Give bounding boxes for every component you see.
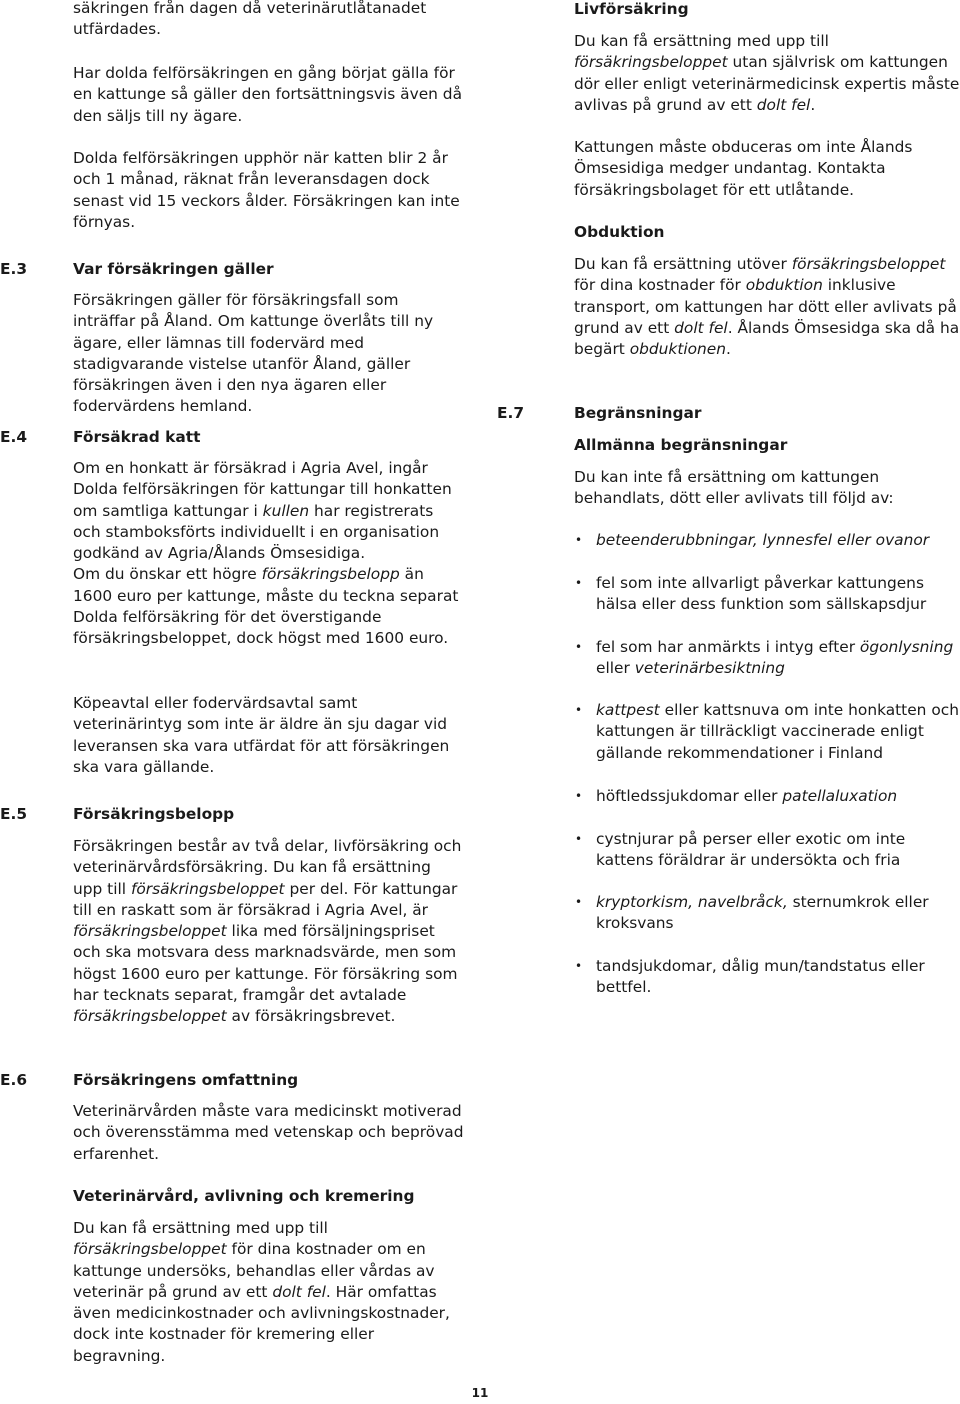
- e6-p2-emphasis-1: försäkringsbeloppet: [73, 1240, 227, 1259]
- e4-paragraph-1: [73, 458, 465, 564]
- e4-p1-text-a: Om en honkatt är försäkrad i Agria Avel, ingår Dolda felförsäkringen för kattungar till honkatten om samtliga kattungar i: [73, 459, 452, 520]
- intro-paragraph-3: Dolda felförsäkringen upphör när katten blir 2 år och 1 månad, räknat från leveransdagen dock senast vid 15 veckors ålder. Försäkringen kan inte förnyas.: [73, 149, 460, 231]
- obd-text-e: .: [726, 340, 731, 359]
- e4-p1-emphasis: kullen: [262, 501, 310, 520]
- section-heading-e4: Försäkrad katt: [73, 428, 201, 446]
- e6-p2-emphasis-2: dolt fel: [272, 1282, 326, 1301]
- e6-p2-text-c: . Här omfattas även medicinkostnader och avlivningskostnader, dock inte kostnader för kremering eller begravning.: [73, 1282, 450, 1365]
- e5-emphasis-3: försäkringsbeloppet: [73, 1007, 227, 1026]
- e5-text-a: Försäkringen består av två delar, livförsäkring och veterinärvårdsförsäkring. Du kan få ersättning upp till: [73, 837, 462, 898]
- list-item: [573, 637, 960, 680]
- e4-p1-text-b: har registrerats och stamboksförts individuellt i en organisation godkänd av Agria/Ålands Ömsesidiga.: [73, 501, 440, 563]
- bullet-4-emphasis: kattpest: [596, 701, 660, 719]
- e6-p2-text-b: för dina kostnader om en kattunge undersöks, behandlas eller vårdas av veterinär på grund av ett: [73, 1240, 435, 1301]
- obd-text-c: inklusive transport, om kattungen har dött eller avlivats på grund av ett: [574, 276, 957, 337]
- section-body-e5: [73, 836, 465, 1028]
- section-heading-e7: Begränsningar: [574, 404, 702, 422]
- bullet-3-emphasis-1: ögonlysning: [859, 638, 954, 656]
- bullet-7-text: sternumkrok eller kroksvans: [596, 893, 929, 933]
- obd-emphasis-4: obduktionen: [629, 340, 727, 359]
- bullet-2-text: fel som inte allvarligt påverkar kattungens hälsa eller dess funktion som sällskapsdjur: [596, 574, 927, 614]
- section-heading-e6: Försäkringens omfattning: [73, 1071, 299, 1089]
- e6-sub-heading: Veterinärvård, avlivning och kremering: [73, 1187, 415, 1205]
- liv-p1-text-c: .: [810, 95, 816, 114]
- bullet-6-text: cystnjurar på perser eller exotic om inte kattens föräldrar är undersökta och fria: [596, 830, 906, 870]
- livforsakring-paragraph-1: [574, 31, 960, 116]
- intro-line-2: utfärdades.: [73, 20, 162, 39]
- list-item: [573, 573, 960, 616]
- bullet-3-text-a: fel som har anmärkts i intyg efter: [596, 638, 860, 656]
- bullet-5-text: höftledssjukdomar eller: [596, 787, 783, 805]
- section-number-e7: E.7: [497, 404, 525, 422]
- liv-p1-text-a: Du kan få ersättning med upp till: [574, 32, 829, 50]
- obd-emphasis-1: försäkringsbeloppet: [791, 255, 946, 273]
- livforsakring-paragraph-2: Kattungen måste obduceras om inte Ålands Ömsesidiga medger undantag. Kontakta försäkringsbolaget för ett utlåtande.: [574, 138, 913, 199]
- section-heading-e3: Var försäkringen gäller: [73, 260, 274, 278]
- e7-intro: Du kan inte få ersättning om kattungen behandlats, dött eller avlivats till följd av:: [574, 468, 894, 508]
- section-body-e3: Försäkringen gäller för försäkringsfall som inträffar på Åland. Om kattunge överlåts till ny ägare, eller lämnas till fodervärd med stadigvarande vistelse utanför Åland, gäller försäkringen även i den nya ägaren eller fodervärdens hemland.: [73, 291, 434, 416]
- section-number-e6: E.6: [0, 1071, 28, 1089]
- e5-emphasis-2: försäkringsbeloppet: [73, 922, 227, 941]
- section-number-e3: E.3: [0, 260, 28, 278]
- livforsakring-heading: Livförsäkring: [574, 0, 689, 18]
- e4-p2-emphasis: försäkringsbelopp: [261, 565, 400, 584]
- obduktion-paragraph: [574, 254, 960, 360]
- e6-paragraph-1: Veterinärvården måste vara medicinskt motiverad och överensstämma med vetenskap och beprövad erfarenhet.: [73, 1102, 464, 1163]
- e4-p2-text-a: Om du önskar ett högre: [73, 565, 262, 584]
- obduktion-heading: Obduktion: [574, 223, 665, 241]
- section-number-e4: E.4: [0, 428, 28, 446]
- e5-text-c: lika med försäljningspriset och ska motsvara dess marknadsvärde, men som högst 1600 euro per kattunge. För försäkring som har tecknats separat, framgår det avtalade: [73, 922, 458, 1005]
- obd-text-a: Du kan få ersättning utöver: [574, 255, 792, 273]
- obd-text-d: . Ålands Ömsesidga ska då ha begärt: [574, 318, 960, 359]
- list-item: [573, 829, 960, 872]
- section-heading-e5: Försäkringsbelopp: [73, 805, 235, 823]
- bullet-7-emphasis: kryptorkism, navelbråck,: [596, 893, 788, 911]
- obd-emphasis-3: dolt fel: [674, 318, 728, 337]
- section-number-e5: E.5: [0, 805, 28, 823]
- list-item: [573, 956, 960, 999]
- list-item: [573, 530, 960, 551]
- e6-paragraph-2: [73, 1218, 465, 1367]
- intro-continued: [73, 0, 465, 41]
- bullet-5-emphasis: patellaluxation: [782, 787, 898, 805]
- intro-paragraph-2: Har dolda felförsäkringen en gång börjat gälla för en kattunge så gäller den fortsättningsvis även då den säljs till ny ägare.: [73, 64, 463, 125]
- list-item: [573, 700, 960, 764]
- e7-sub-heading: Allmänna begränsningar: [574, 436, 788, 454]
- e5-text-b: per del. För kattungar till en raskatt som är försäkrad i Agria Avel, är: [73, 879, 458, 919]
- e4-p2-text-b: än 1600 euro per kattunge, måste du teckna separat Dolda felförsäkring för det överstigande försäkringsbeloppet, dock högst med 1600 euro.: [73, 565, 459, 648]
- section-body-e4: [73, 458, 465, 650]
- bullet-1-text: beteenderubbningar, lynnesfel eller ovanor: [596, 531, 930, 549]
- e5-text-d: av försäkringsbrevet.: [226, 1007, 396, 1026]
- page-number: 11: [471, 1386, 489, 1400]
- liv-p1-emphasis-2: dolt fel: [756, 95, 811, 114]
- bullet-3-text-b: eller: [596, 659, 635, 678]
- e5-emphasis-1: försäkringsbeloppet: [130, 879, 285, 898]
- liv-p1-text-b: utan självrisk om kattungen dör eller enligt veterinärmedicinsk expertis måste avlivas på grund av ett: [574, 53, 960, 114]
- e4-paragraph-2: [73, 564, 465, 649]
- liv-p1-emphasis-1: försäkringsbeloppet: [574, 53, 728, 72]
- obd-emphasis-2: obduktion: [745, 276, 823, 295]
- e6-p2-text-a: Du kan få ersättning med upp till: [73, 1219, 328, 1237]
- intro-line-1: säkringen från dagen då veterinärutlåtanadet: [73, 0, 427, 17]
- bullet-8-text: tandsjukdomar, dålig mun/tandstatus eller bettfel.: [596, 957, 925, 997]
- list-item: [573, 786, 960, 807]
- e4-paragraph-3: Köpeavtal eller fodervärdsavtal samt veterinärintyg som inte är äldre än sju dagar vid leveransen ska vara utfärdat för att försäkringen ska vara gällande.: [73, 694, 450, 776]
- bullet-3-emphasis-2: veterinärbesiktning: [634, 659, 785, 678]
- list-item: [573, 892, 960, 935]
- bullet-4-text: eller kattsnuva om inte honkatten och kattungen är tillräckligt vaccinerade enligt gällande rekommendationer i Finland: [596, 701, 959, 762]
- obd-text-b: för dina kostnader för: [574, 276, 746, 295]
